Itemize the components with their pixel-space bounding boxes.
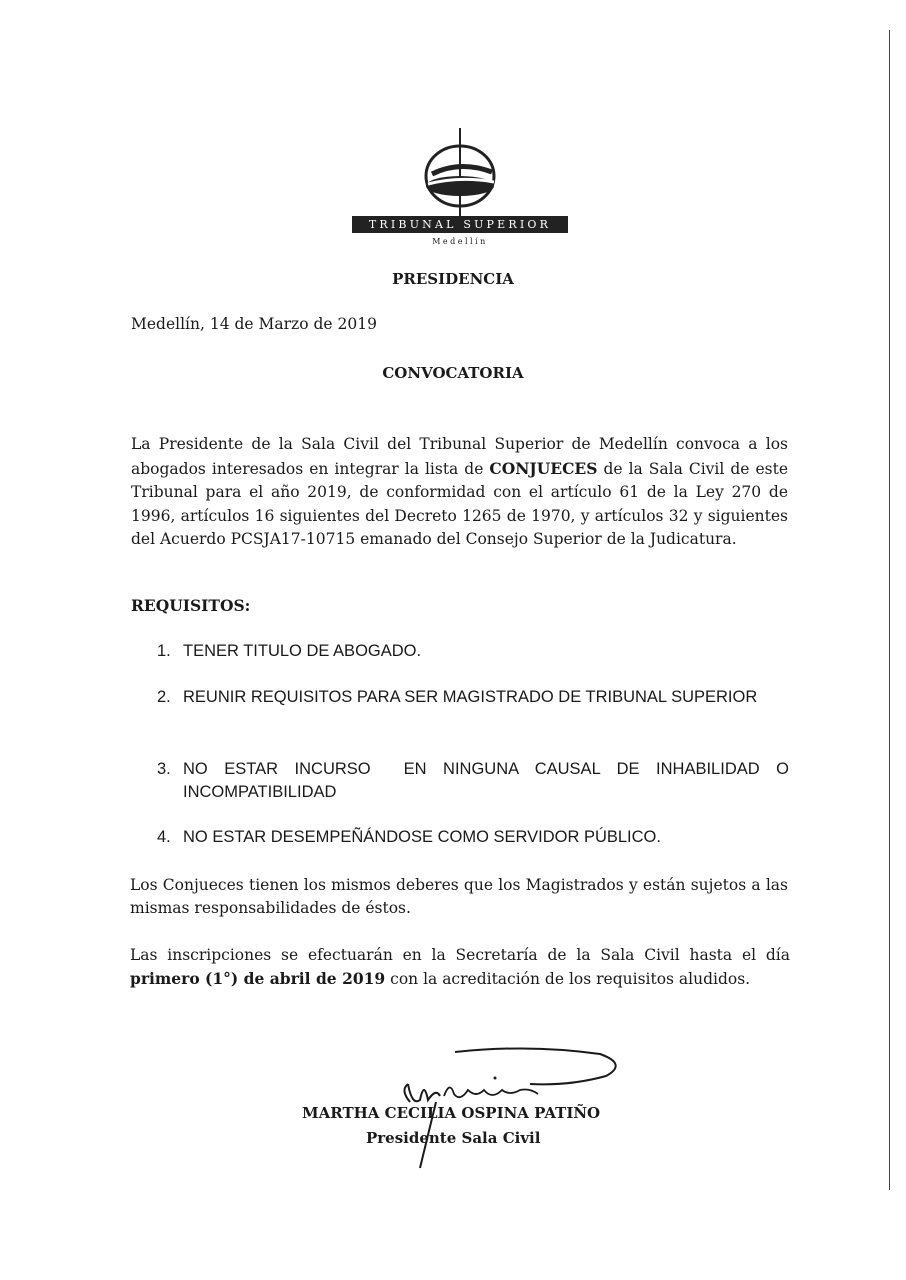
requirement-number: 3. [157,760,171,778]
requirements-label: REQUISITOS: [131,596,251,615]
date-line: Medellín, 14 de Marzo de 2019 [131,315,377,333]
intro-paragraph [131,433,788,552]
deadline-emphasis: primero (1°) de abril de 2019 [130,969,386,988]
requirement-item [157,758,794,806]
signer-role: Presidente Sala Civil [366,1129,541,1147]
intro-text-end: de la Sala Civil de este Tribunal para el año 2019, de conformidad con el artículo 61 de la Ley 270 de 1996, artículos 16 siguientes del Decreto 1265 de 1970, y artículos 32 y siguientes del Acuerdo PCSJA17-10715 emanado del Consejo Superior de la Judicatura. [131,459,788,548]
tribunal-emblem-icon [352,126,568,218]
intro-text-start: La Presidente de la Sala Civil del Tribunal Superior de Medellín convoca a los abogados interesados en integrar la lista de [131,435,788,478]
conjueces-emphasis: CONJUECES [489,458,598,478]
requirement-number: 2. [157,688,171,706]
requirement-text: NO ESTAR DESEMPEÑÁNDOSE COMO SERVIDOR PÚBLICO. [183,828,661,846]
tribunal-logo [352,126,568,252]
requirement-item [157,826,789,850]
office-heading: PRESIDENCIA [392,270,514,288]
requirement-number: 4. [157,828,171,846]
requirement-item [157,640,789,664]
requirement-text: NO ESTAR INCURSO EN NINGUNA CAUSAL DE INHABILIDAD O INCOMPATIBILIDAD [183,760,794,801]
duties-paragraph: Los Conjueces tienen los mismos deberes que los Magistrados y están sujetos a las mismas responsabilidades de éstos. [130,876,788,917]
requirement-item [157,686,789,734]
requirement-text: REUNIR REQUISITOS PARA SER MAGISTRADO DE TRIBUNAL SUPERIOR [183,688,758,706]
requirement-text: TENER TITULO DE ABOGADO. [183,642,422,660]
registration-text-end: con la acreditación de los requisitos aludidos. [385,970,751,988]
signer-name: MARTHA CECILIA OSPINA PATIÑO [302,1104,601,1122]
registration-paragraph [130,944,790,991]
registration-text-start: Las inscripciones se efectuarán en la Secretaría de la Sala Civil hasta el día [130,946,790,964]
scan-edge-line [889,30,890,1190]
logo-band: TRIBUNAL SUPERIOR [352,216,568,233]
logo-city: Medellín [432,237,488,246]
requirement-number: 1. [157,642,171,660]
document-title: CONVOCATORIA [382,364,524,382]
